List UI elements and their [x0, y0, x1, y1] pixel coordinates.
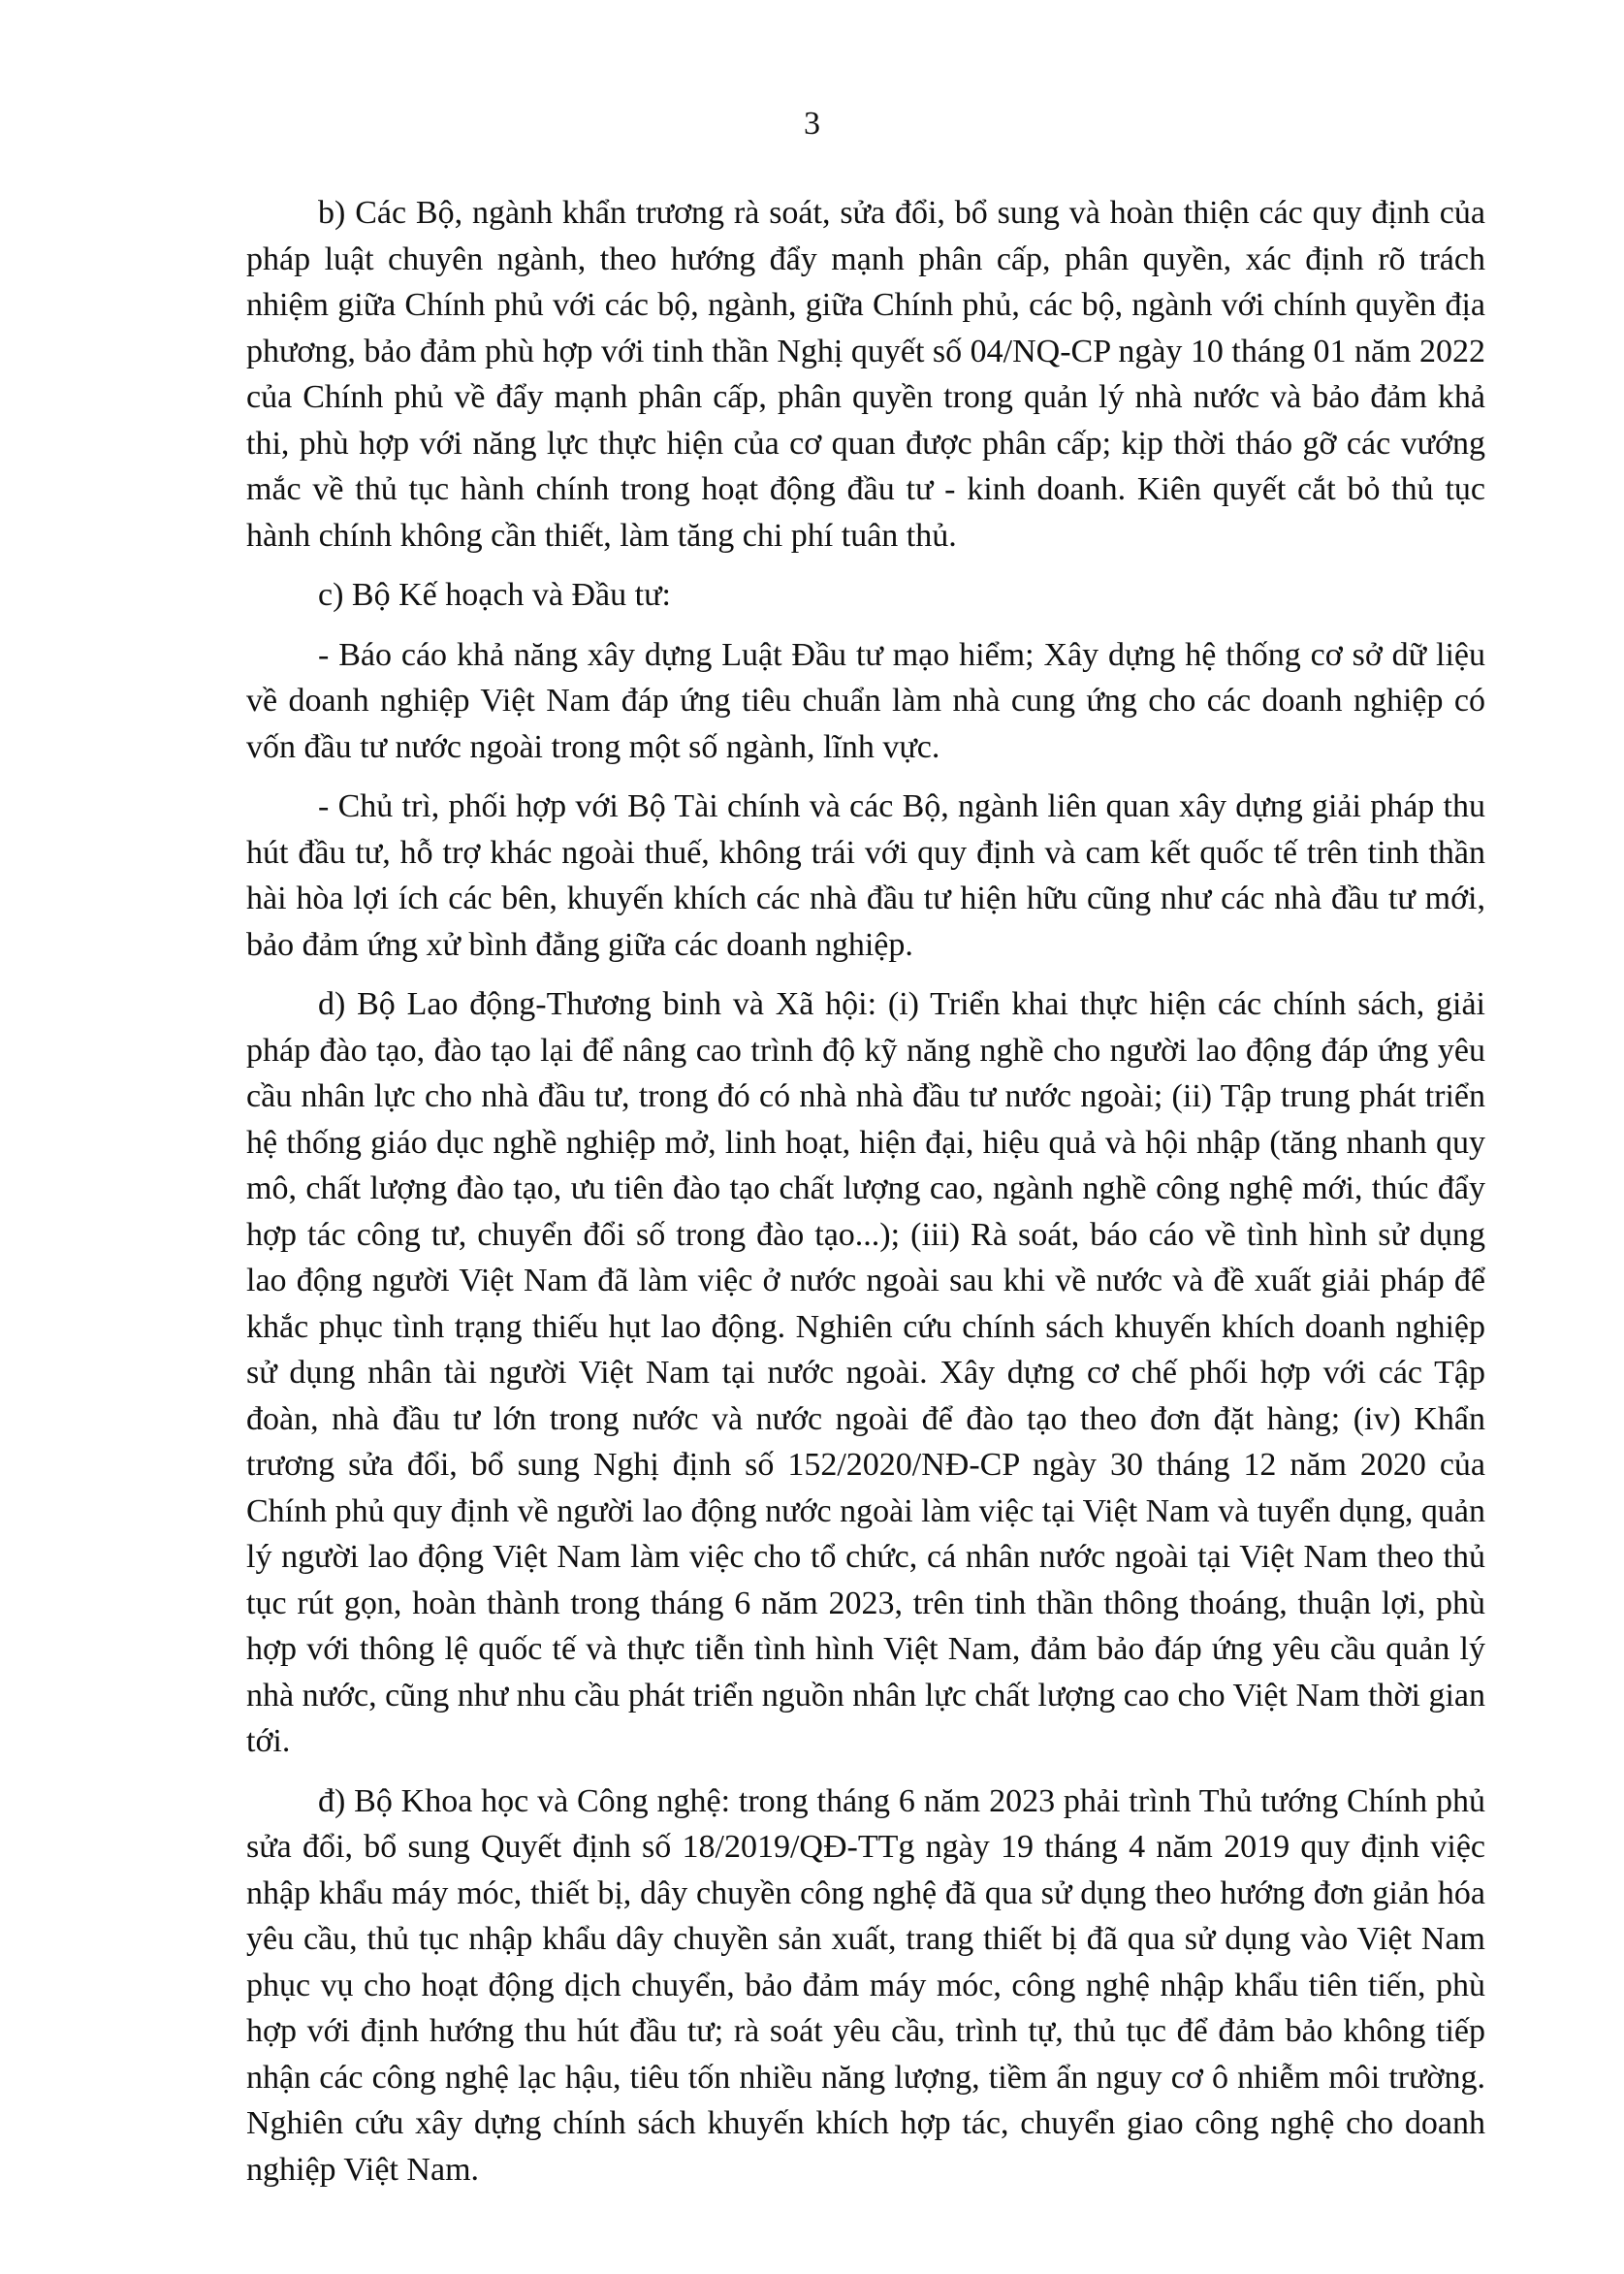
document-body	[246, 190, 1485, 2206]
paragraph-dd-ministry-science: đ) Bộ Khoa học và Công nghệ: trong tháng 6 năm 2023 phải trình Thủ tướng Chính phủ sửa đổi, bổ sung Quyết định số 18/2019/QĐ-TTg ngày 19 tháng 4 năm 2019 quy định việc nhập khẩu máy móc, thiết bị, dây chuyền công nghệ đã qua sử dụng theo hướng đơn giản hóa yêu cầu, thủ tục nhập khẩu dây chuyền sản xuất, trang thiết bị đã qua sử dụng vào Việt Nam phục vụ cho hoạt động dịch chuyển, bảo đảm máy móc, công nghệ nhập khẩu tiên tiến, phù hợp với định hướng thu hút đầu tư; rà soát yêu cầu, trình tự, thủ tục để đảm bảo không tiếp nhận các công nghệ lạc hậu, tiêu tốn nhiều năng lượng, tiềm ẩn nguy cơ ô nhiễm môi trường. Nghiên cứu xây dựng chính sách khuyến khích hợp tác, chuyển giao công nghệ cho doanh nghiệp Việt Nam.	[246, 1782, 1485, 2188]
page-number: 3	[804, 106, 820, 142]
paragraph-b-ministries-review: b) Các Bộ, ngành khẩn trương rà soát, sửa đổi, bổ sung và hoàn thiện các quy định của pháp luật chuyên ngành, theo hướng đẩy mạnh phân cấp, phân quyền, xác định rõ trách nhiệm giữa Chính phủ với các bộ, ngành, giữa Chính phủ, các bộ, ngành với chính quyền địa phương, bảo đảm phù hợp với tinh thần Nghị quyết số 04/NQ-CP ngày 10 tháng 01 năm 2022 của Chính phủ về đẩy mạnh phân cấp, phân quyền trong quản lý nhà nước và bảo đảm khả thi, phù hợp với năng lực thực hiện của cơ quan được phân cấp; kịp thời tháo gỡ các vướng mắc về thủ tục hành chính trong hoạt động đầu tư - kinh doanh. Kiên quyết cắt bỏ thủ tục hành chính không cần thiết, làm tăng chi phí tuân thủ.	[246, 195, 1486, 554]
paragraph-d-ministry-labour: d) Bộ Lao động-Thương binh và Xã hội: (i) Triển khai thực hiện các chính sách, giải pháp đào tạo, đào tạo lại để nâng cao trình độ kỹ năng nghề cho người lao động đáp ứng yêu cầu nhân lực cho nhà đầu tư, trong đó có nhà nhà đầu tư nước ngoài; (ii) Tập trung phát triển hệ thống giáo dục nghề nghiệp mở, linh hoạt, hiện đại, hiệu quả và hội nhập (tăng nhanh quy mô, chất lượng đào tạo, ưu tiên đào tạo chất lượng cao, ngành nghề công nghệ mới, thúc đẩy hợp tác công tư, chuyển đổi số trong đào tạo...); (iii) Rà soát, báo cáo về tình hình sử dụng lao động người Việt Nam đã làm việc ở nước ngoài sau khi về nước và đề xuất giải pháp để khắc phục tình trạng thiếu hụt lao động. Nghiên cứu chính sách khuyến khích doanh nghiệp sử dụng nhân tài người Việt Nam tại nước ngoài. Xây dựng cơ chế phối hợp với các Tập đoàn, nhà đầu tư lớn trong nước và nước ngoài để đào tạo theo đơn đặt hàng; (iv) Khẩn trương sửa đổi, bổ sung Nghị định số 152/2020/NĐ-CP ngày 30 tháng 12 năm 2020 của Chính phủ quy định về người lao động nước ngoài làm việc tại Việt Nam và tuyển dụng, quản lý người lao động Việt Nam làm việc cho tổ chức, cá nhân nước ngoài tại Việt Nam theo thủ tục rút gọn, hoàn thành trong tháng 6 năm 2023, trên tinh thần thông thoáng, thuận lợi, phù hợp với thông lệ quốc tế và thực tiễn tình hình Việt Nam, đảm bảo đáp ứng yêu cầu quản lý nhà nước, cũng như nhu cầu phát triển nguồn nhân lực chất lượng cao cho Việt Nam thời gian tới.	[246, 986, 1485, 1759]
paragraph-c-ministry-planning-investment: c) Bộ Kế hoạch và Đầu tư:	[318, 577, 671, 613]
paragraph-c-item-investment-support: - Chủ trì, phối hợp với Bộ Tài chính và các Bộ, ngành liên quan xây dựng giải pháp thu hút đầu tư, hỗ trợ khác ngoài thuế, không trái với quy định và cam kết quốc tế trên tinh thần hài hòa lợi ích các bên, khuyến khích các nhà đầu tư hiện hữu cũng như các nhà đầu tư mới, bảo đảm ứng xử bình đẳng giữa các doanh nghiệp.	[246, 788, 1485, 963]
paragraph-c-item-venture-law: - Báo cáo khả năng xây dựng Luật Đầu tư mạo hiểm; Xây dựng hệ thống cơ sở dữ liệu về doanh nghiệp Việt Nam đáp ứng tiêu chuẩn làm nhà cung ứng cho các doanh nghiệp có vốn đầu tư nước ngoài trong một số ngành, lĩnh vực.	[246, 636, 1485, 765]
